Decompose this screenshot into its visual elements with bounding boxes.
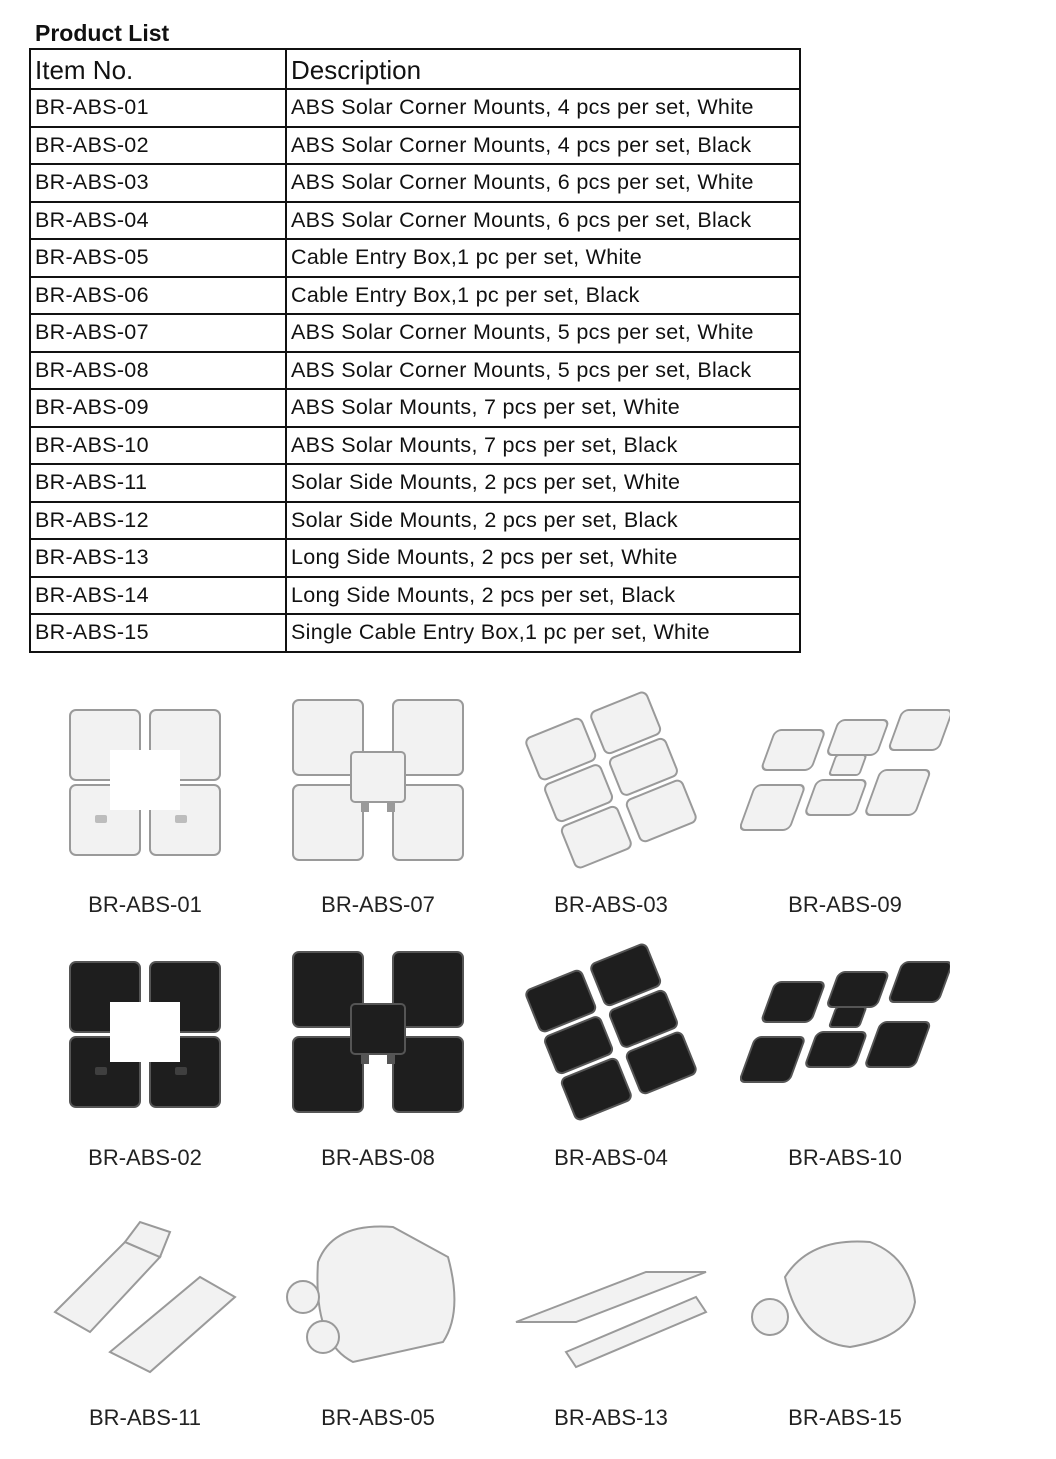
column-header-description: Description: [286, 49, 800, 89]
description-cell: Solar Side Mounts, 2 pcs per set, Black: [286, 502, 800, 540]
product-image: [506, 1202, 716, 1382]
table-row: [30, 614, 800, 652]
table-row: [30, 239, 800, 277]
item-number-cell: BR-ABS-14: [30, 577, 286, 615]
table-row: [30, 352, 800, 390]
product-image: [740, 690, 950, 870]
description-cell: ABS Solar Corner Mounts, 4 pcs per set, Black: [286, 127, 800, 165]
column-header-item-no: Item No.: [30, 49, 286, 89]
item-number-cell: BR-ABS-10: [30, 427, 286, 465]
description-cell: Solar Side Mounts, 2 pcs per set, White: [286, 464, 800, 502]
product-image: [273, 1202, 483, 1382]
description-cell: Long Side Mounts, 2 pcs per set, Black: [286, 577, 800, 615]
product-image: [40, 942, 250, 1122]
description-cell: ABS Solar Mounts, 7 pcs per set, White: [286, 389, 800, 427]
product-label: BR-ABS-08: [321, 1145, 435, 1170]
description-cell: Cable Entry Box,1 pc per set, Black: [286, 277, 800, 315]
table-header-row: [30, 49, 800, 89]
item-number-cell: BR-ABS-05: [30, 239, 286, 277]
product-label: BR-ABS-02: [88, 1145, 202, 1170]
product-label: BR-ABS-15: [788, 1405, 902, 1430]
table-row: [30, 127, 800, 165]
description-cell: Single Cable Entry Box,1 pc per set, White: [286, 614, 800, 652]
item-number-cell: BR-ABS-02: [30, 127, 286, 165]
table-row: [30, 389, 800, 427]
table-row: [30, 164, 800, 202]
table-row: [30, 427, 800, 465]
table-row: [30, 502, 800, 540]
product-table: [29, 48, 801, 653]
product-label: BR-ABS-11: [88, 1405, 202, 1430]
description-cell: ABS Solar Corner Mounts, 5 pcs per set, White: [286, 314, 800, 352]
table-row: [30, 577, 800, 615]
table-row: [30, 539, 800, 577]
description-cell: Long Side Mounts, 2 pcs per set, White: [286, 539, 800, 577]
item-number-cell: BR-ABS-12: [30, 502, 286, 540]
item-number-cell: BR-ABS-15: [30, 614, 286, 652]
table-row: [30, 202, 800, 240]
page-title: Product List: [35, 20, 170, 46]
table-row: [30, 89, 800, 127]
product-image: [273, 942, 483, 1122]
product-image: [506, 942, 716, 1122]
item-number-cell: BR-ABS-01: [30, 89, 286, 127]
product-image: [506, 690, 716, 870]
item-number-cell: BR-ABS-03: [30, 164, 286, 202]
product-label: BR-ABS-05: [321, 1405, 435, 1430]
product-image: [40, 690, 250, 870]
table-row: [30, 314, 800, 352]
product-image: [273, 690, 483, 870]
item-number-cell: BR-ABS-08: [30, 352, 286, 390]
description-cell: ABS Solar Mounts, 7 pcs per set, Black: [286, 427, 800, 465]
item-number-cell: BR-ABS-07: [30, 314, 286, 352]
product-label: BR-ABS-09: [788, 892, 902, 917]
product-label: BR-ABS-01: [88, 892, 202, 917]
product-label: BR-ABS-03: [554, 892, 668, 917]
description-cell: Cable Entry Box,1 pc per set, White: [286, 239, 800, 277]
item-number-cell: BR-ABS-06: [30, 277, 286, 315]
item-number-cell: BR-ABS-11: [30, 464, 286, 502]
product-image: [740, 942, 950, 1122]
product-image: [740, 1202, 950, 1382]
table-row: [30, 464, 800, 502]
product-label: BR-ABS-10: [788, 1145, 902, 1170]
product-label: BR-ABS-04: [554, 1145, 668, 1170]
description-cell: ABS Solar Corner Mounts, 5 pcs per set, Black: [286, 352, 800, 390]
table-body: [30, 89, 800, 652]
item-number-cell: BR-ABS-09: [30, 389, 286, 427]
item-number-cell: BR-ABS-13: [30, 539, 286, 577]
product-label: BR-ABS-07: [321, 892, 435, 917]
product-image: [40, 1202, 250, 1382]
description-cell: ABS Solar Corner Mounts, 4 pcs per set, White: [286, 89, 800, 127]
item-number-cell: BR-ABS-04: [30, 202, 286, 240]
description-cell: ABS Solar Corner Mounts, 6 pcs per set, Black: [286, 202, 800, 240]
description-cell: ABS Solar Corner Mounts, 6 pcs per set, White: [286, 164, 800, 202]
product-label: BR-ABS-13: [554, 1405, 668, 1430]
table-row: [30, 277, 800, 315]
